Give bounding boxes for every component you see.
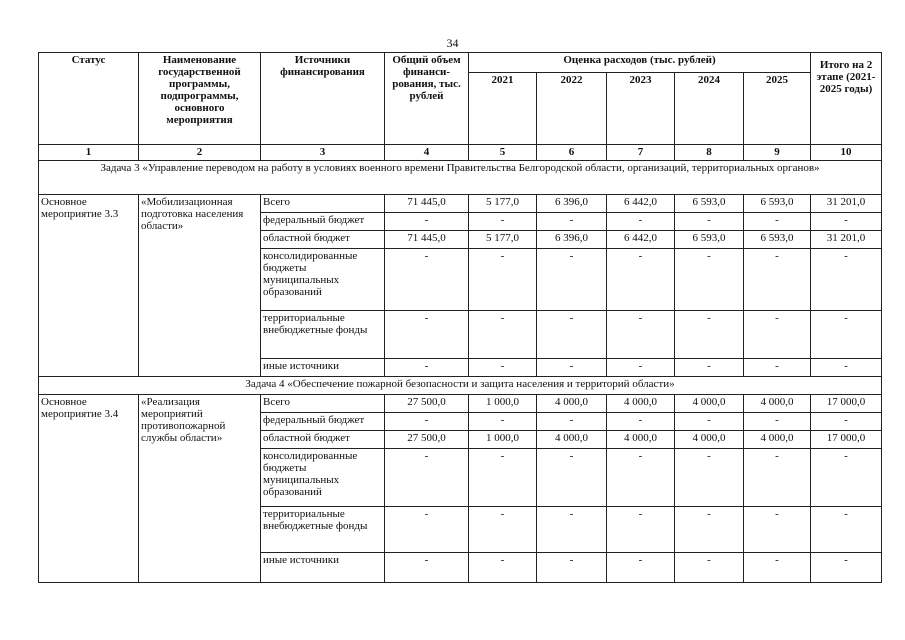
value-cell: 6 442,0 bbox=[607, 231, 675, 249]
source-cell: консолидированные бюджеты муниципальных образований bbox=[261, 249, 385, 311]
value-cell: - bbox=[469, 249, 537, 311]
value-cell: - bbox=[744, 213, 811, 231]
value-cell: - bbox=[811, 553, 882, 583]
value-cell: - bbox=[744, 553, 811, 583]
value-cell: - bbox=[469, 507, 537, 553]
value-cell: - bbox=[537, 413, 607, 431]
value-cell: 17 000,0 bbox=[811, 431, 882, 449]
value-cell: - bbox=[469, 311, 537, 359]
value-cell: - bbox=[607, 449, 675, 507]
value-cell: - bbox=[385, 507, 469, 553]
value-cell: - bbox=[469, 449, 537, 507]
source-cell: федеральный бюджет bbox=[261, 213, 385, 231]
value-cell: - bbox=[537, 249, 607, 311]
source-cell: территориальные внебюджетные фонды bbox=[261, 311, 385, 359]
value-cell: - bbox=[811, 249, 882, 311]
value-cell: - bbox=[537, 553, 607, 583]
task-title: Задача 3 «Управление переводом на работу в условиях военного времени Правительства Белгородской области, организаций, территориальных органов» bbox=[39, 161, 882, 195]
column-number: 6 bbox=[537, 145, 607, 161]
column-number: 10 bbox=[811, 145, 882, 161]
source-cell: иные источники bbox=[261, 553, 385, 583]
column-number-row bbox=[39, 145, 882, 161]
column-number: 7 bbox=[607, 145, 675, 161]
value-cell: - bbox=[607, 249, 675, 311]
name-cell: «Реализация мероприятий противопожарной службы области» bbox=[139, 395, 261, 583]
value-cell: - bbox=[537, 507, 607, 553]
value-cell: - bbox=[607, 413, 675, 431]
value-cell: 4 000,0 bbox=[744, 395, 811, 413]
table-row bbox=[39, 195, 882, 213]
value-cell: - bbox=[675, 449, 744, 507]
value-cell: 5 177,0 bbox=[469, 195, 537, 213]
value-cell: 6 593,0 bbox=[744, 231, 811, 249]
value-cell: - bbox=[385, 449, 469, 507]
value-cell: 31 201,0 bbox=[811, 231, 882, 249]
value-cell: 71 445,0 bbox=[385, 195, 469, 213]
value-cell: - bbox=[811, 413, 882, 431]
source-cell: Всего bbox=[261, 195, 385, 213]
value-cell: - bbox=[811, 359, 882, 377]
table-row bbox=[39, 395, 882, 413]
value-cell: - bbox=[811, 213, 882, 231]
value-cell: - bbox=[537, 311, 607, 359]
task-title: Задача 4 «Обеспечение пожарной безопасности и защита населения и территорий области» bbox=[39, 377, 882, 395]
header-estimate: Оценка расходов (тыс. рублей) bbox=[469, 53, 811, 73]
status-cell: Основное мероприятие 3.4 bbox=[39, 395, 139, 583]
task-row bbox=[39, 161, 882, 195]
value-cell: 1 000,0 bbox=[469, 395, 537, 413]
value-cell: - bbox=[675, 507, 744, 553]
value-cell: 1 000,0 bbox=[469, 431, 537, 449]
header-name: Наименование государственной программы, подпрограммы, основного мероприятия bbox=[139, 53, 261, 145]
header-year: 2024 bbox=[675, 73, 744, 145]
value-cell: - bbox=[744, 413, 811, 431]
value-cell: - bbox=[675, 553, 744, 583]
column-number: 8 bbox=[675, 145, 744, 161]
value-cell: 6 593,0 bbox=[744, 195, 811, 213]
value-cell: 4 000,0 bbox=[675, 395, 744, 413]
value-cell: 6 593,0 bbox=[675, 231, 744, 249]
column-number: 1 bbox=[39, 145, 139, 161]
header-stage-total: Итого на 2 этапе (2021-2025 годы) bbox=[811, 53, 882, 145]
value-cell: - bbox=[385, 213, 469, 231]
page-number: 34 bbox=[446, 36, 459, 50]
budget-table bbox=[38, 52, 882, 583]
value-cell: 4 000,0 bbox=[607, 395, 675, 413]
source-cell: консолидированные бюджеты муниципальных образований bbox=[261, 449, 385, 507]
value-cell: - bbox=[811, 507, 882, 553]
value-cell: - bbox=[469, 213, 537, 231]
value-cell: - bbox=[537, 449, 607, 507]
header-year: 2023 bbox=[607, 73, 675, 145]
value-cell: - bbox=[675, 213, 744, 231]
value-cell: 71 445,0 bbox=[385, 231, 469, 249]
value-cell: 27 500,0 bbox=[385, 431, 469, 449]
source-cell: Всего bbox=[261, 395, 385, 413]
header-total-volume: Общий объем финанси-рования, тыс. рублей bbox=[385, 53, 469, 145]
task-row bbox=[39, 377, 882, 395]
value-cell: - bbox=[385, 413, 469, 431]
value-cell: - bbox=[469, 553, 537, 583]
value-cell: 5 177,0 bbox=[469, 231, 537, 249]
value-cell: - bbox=[744, 507, 811, 553]
value-cell: - bbox=[607, 213, 675, 231]
value-cell: 6 593,0 bbox=[675, 195, 744, 213]
value-cell: - bbox=[385, 249, 469, 311]
value-cell: - bbox=[607, 311, 675, 359]
source-cell: федеральный бюджет bbox=[261, 413, 385, 431]
value-cell: - bbox=[675, 359, 744, 377]
value-cell: - bbox=[537, 359, 607, 377]
name-cell: «Мобилизационная подготовка населения области» bbox=[139, 195, 261, 377]
value-cell: 6 396,0 bbox=[537, 231, 607, 249]
value-cell: - bbox=[744, 249, 811, 311]
value-cell: 6 396,0 bbox=[537, 195, 607, 213]
header-year: 2025 bbox=[744, 73, 811, 145]
column-number: 4 bbox=[385, 145, 469, 161]
value-cell: 6 442,0 bbox=[607, 195, 675, 213]
value-cell: 4 000,0 bbox=[537, 431, 607, 449]
column-number: 5 bbox=[469, 145, 537, 161]
value-cell: - bbox=[385, 553, 469, 583]
value-cell: 4 000,0 bbox=[607, 431, 675, 449]
value-cell: 4 000,0 bbox=[675, 431, 744, 449]
header-sources: Источники финансирования bbox=[261, 53, 385, 145]
source-cell: областной бюджет bbox=[261, 231, 385, 249]
source-cell: иные источники bbox=[261, 359, 385, 377]
value-cell: - bbox=[607, 359, 675, 377]
value-cell: - bbox=[607, 553, 675, 583]
source-cell: областной бюджет bbox=[261, 431, 385, 449]
source-cell: территориальные внебюджетные фонды bbox=[261, 507, 385, 553]
status-cell: Основное мероприятие 3.3 bbox=[39, 195, 139, 377]
header-row-1 bbox=[39, 53, 882, 73]
value-cell: 4 000,0 bbox=[537, 395, 607, 413]
value-cell: - bbox=[537, 213, 607, 231]
value-cell: 27 500,0 bbox=[385, 395, 469, 413]
value-cell: - bbox=[811, 449, 882, 507]
value-cell: 4 000,0 bbox=[744, 431, 811, 449]
value-cell: - bbox=[675, 311, 744, 359]
value-cell: - bbox=[385, 359, 469, 377]
value-cell: 17 000,0 bbox=[811, 395, 882, 413]
column-number: 2 bbox=[139, 145, 261, 161]
value-cell: - bbox=[675, 413, 744, 431]
value-cell: - bbox=[811, 311, 882, 359]
column-number: 3 bbox=[261, 145, 385, 161]
column-number: 9 bbox=[744, 145, 811, 161]
header-year: 2021 bbox=[469, 73, 537, 145]
value-cell: - bbox=[744, 359, 811, 377]
value-cell: - bbox=[744, 311, 811, 359]
value-cell: - bbox=[469, 359, 537, 377]
value-cell: - bbox=[469, 413, 537, 431]
value-cell: - bbox=[607, 507, 675, 553]
value-cell: - bbox=[675, 249, 744, 311]
header-status: Статус bbox=[39, 53, 139, 145]
header-year: 2022 bbox=[537, 73, 607, 145]
value-cell: 31 201,0 bbox=[811, 195, 882, 213]
value-cell: - bbox=[744, 449, 811, 507]
value-cell: - bbox=[385, 311, 469, 359]
